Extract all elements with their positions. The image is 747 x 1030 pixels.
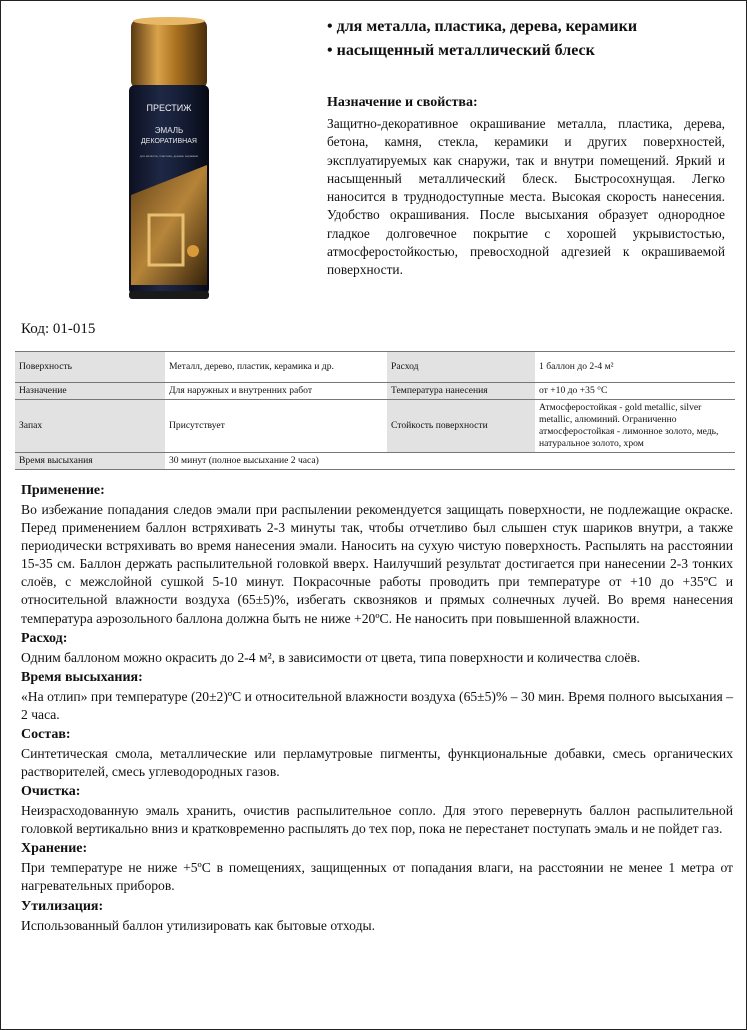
instructions	[21, 481, 733, 936]
section-title-cleaning: Очистка:	[21, 784, 81, 800]
section-title-consumption: Расход:	[21, 630, 68, 646]
section-title-drying: Время высыхания:	[21, 669, 143, 685]
section-text-cleaning: Неизрасходованную эмаль хранить, очистив распылительное сопло. Для этого перевернуть баллон распылительной головкой вертикально вниз и кратковременно распылять до тех пор, пока не перестанет поступать эмаль и не пойдет газ.	[21, 803, 733, 837]
spec-key: Стойкость поверхности	[387, 400, 535, 453]
spec-key: Время высыхания	[15, 453, 165, 470]
section-text-application: Во избежание попадания следов эмали при распылении рекомендуется защищать поверхности, не подлежащие окраске. Перед применением баллон встряхивать 2-3 минуты так, чтобы отчетливо был слышен стук шариков внутри, а также периодически встряхивать во время нанесения эмали. Наносить на сухую чистую поверхность. Распылять на расстоянии 15-35 см. Баллон держать распылительной головкой вверх. Наилучший результат достигается при нанесении 2-3 тонких слоёв, с межслойной сушкой 5-10 минут. Покрасочные работы проводить при температуре от +10 до +35ºС и относительной влажности воздуха (65±5)%, избегать сквозняков и прямых солнечных лучей. Во время нанесения температура аэрозольного баллона должна быть не ниже +20ºС. Не наносить при повышенной влажности.	[21, 502, 733, 626]
spec-table	[15, 351, 735, 470]
spec-value	[535, 453, 735, 470]
feature-bullets	[327, 15, 737, 63]
can-small-text: для металла, пластика, дерева, керамики	[139, 154, 199, 158]
spec-key: Температура нанесения	[387, 383, 535, 400]
section-title-disposal: Утилизация:	[21, 898, 104, 914]
table-row	[15, 383, 735, 400]
properties-title: Назначение и свойства:	[327, 95, 478, 110]
spec-key: Расход	[387, 352, 535, 383]
spec-value: 30 минут (полное высыхание 2 часа)	[165, 453, 387, 470]
can-line1: ЭМАЛЬ	[154, 126, 184, 135]
spec-key	[387, 453, 535, 470]
section-text-composition: Синтетическая смола, металлические или перламутровые пигменты, функциональные добавки, смесь органических растворителей, смесь углеводородных газов.	[21, 745, 733, 780]
spec-value: 1 баллон до 2-4 м²	[535, 352, 735, 383]
table-row	[15, 453, 735, 470]
spec-value: от +10 до +35 °С	[535, 383, 735, 400]
spec-key: Запах	[15, 400, 165, 453]
section-title-composition: Состав:	[21, 726, 71, 742]
can-line2: ДЕКОРАТИВНАЯ	[141, 138, 197, 145]
spec-value: Присутствует	[165, 400, 387, 453]
spec-value: Атмосферостойкая - gold metallic, silver metallic, алюминий. Ограниченно атмосферостойкая - лимонное золото, медь, натуральное золото, хром	[535, 400, 735, 453]
properties-text: Защитно-декоративное окрашивание металла, пластика, дерева, бетона, камня, стекла, керамики и других поверхностей, эксплуатируемых как снаружи, так и внутри помещений. Яркий и насыщенный металлический блеск. Быстросохнущая. Легко наносится в труднодоступные места. Высокая скорость нанесения. Удобство окрашивания. После высыхания образует однородное гладкое долговечное покрытие с хорошей укрывистостью, атмосферостойкостью, превосходной адгезией к окрашиваемой поверхности.	[327, 116, 725, 278]
table-row	[15, 352, 735, 383]
spec-key: Назначение	[15, 383, 165, 400]
table-row	[15, 400, 735, 453]
spray-can-image	[119, 15, 219, 305]
bullet-item: • насыщенный металлический блеск	[327, 42, 595, 59]
bullet-item: • для металла, пластика, дерева, керамики	[327, 18, 638, 35]
section-text-consumption: Одним баллоном можно окрасить до 2-4 м², в зависимости от цвета, типа поверхности и количества слоёв.	[21, 649, 641, 665]
section-text-storage: При температуре не ниже +5ºС в помещениях, защищенных от попадания влаги, на расстоянии не менее 1 метра от нагревательных приборов.	[21, 860, 733, 894]
section-text-drying: «На отлип» при температуре (20±2)ºС и относительной влажности воздуха (65±5)% – 30 мин. Время полного высыхания – 2 часа.	[21, 688, 733, 722]
spec-key: Поверхность	[15, 352, 165, 383]
section-title-storage: Хранение:	[21, 841, 88, 857]
section-text-disposal: Использованный баллон утилизировать как бытовые отходы.	[21, 917, 376, 933]
product-code: Код: 01-015	[21, 321, 96, 337]
spec-value: Металл, дерево, пластик, керамика и др.	[165, 352, 387, 383]
section-title-application: Применение:	[21, 483, 105, 498]
can-brand: ПРЕСТИЖ	[146, 103, 192, 113]
spec-value: Для наружных и внутренних работ	[165, 383, 387, 400]
